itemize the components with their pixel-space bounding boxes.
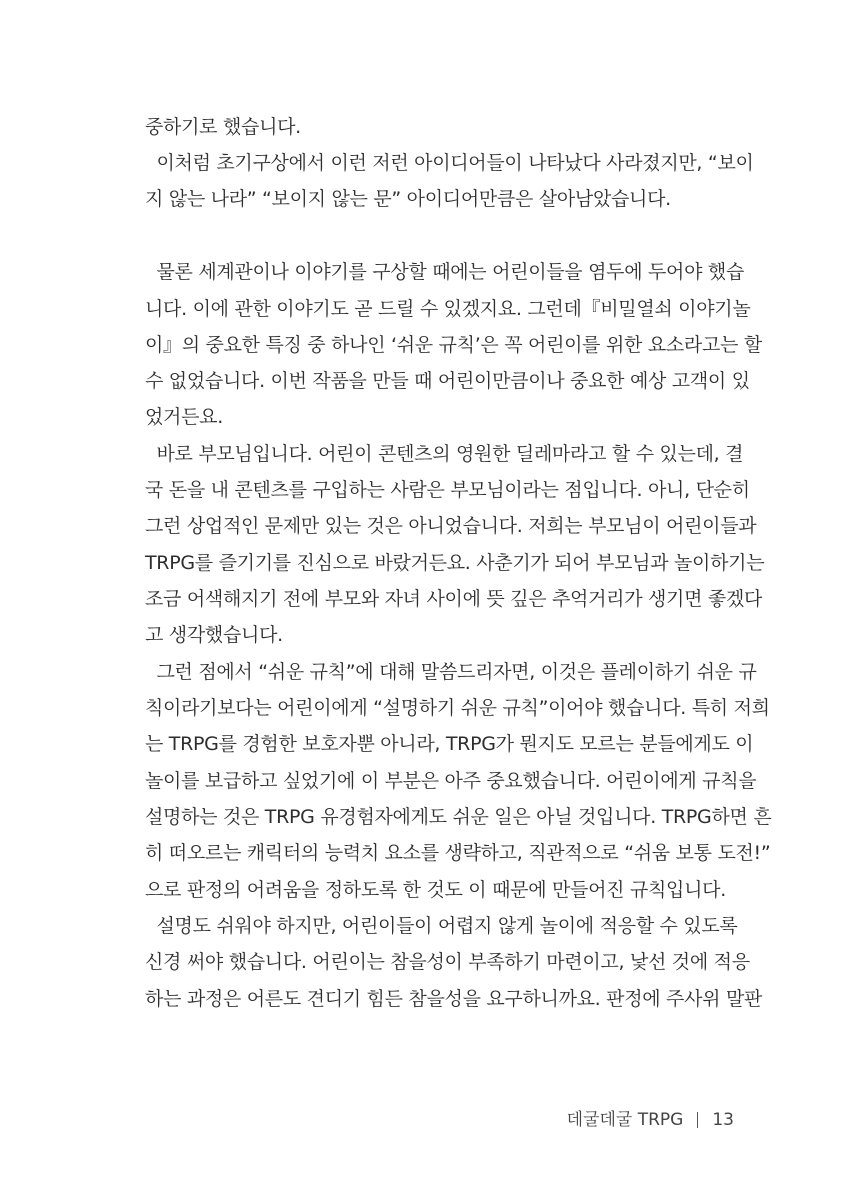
body-line: 신경 써야 했습니다. 어린이는 참을성이 부족하기 마련이고, 낯선 것에 적응 [145, 951, 750, 973]
body-line: 이』의 중요한 특징 중 하나인 ‘쉬운 규칙’은 꼭 어린이를 위한 요소라고는 할 [145, 334, 762, 356]
body-line: 이처럼 초기구상에서 이런 저런 아이디어들이 나타났다 사라졌지만, “보이 [145, 152, 754, 174]
body-line: 하는 과정은 어른도 견디기 힘든 참을성을 요구하니까요. 판정에 주사위 말판 [145, 988, 763, 1010]
body-line: 니다. 이에 관한 이야기도 곧 드릴 수 있겠지요. 그런데『비밀열쇠 이야기놀 [145, 298, 751, 320]
body-line: 국 돈을 내 콘텐츠를 구입하는 사람은 부모님이라는 점입니다. 아니, 단순히 [145, 479, 750, 501]
page-footer [567, 1108, 734, 1132]
body-line: 으로 판정의 어려움을 정하도록 한 것도 이 때문에 만들어진 규칙입니다. [145, 879, 726, 901]
body-line: 설명하는 것은 TRPG 유경험자에게도 쉬운 일은 아닐 것입니다. TRPG하면 흔 [145, 806, 772, 828]
page-number: 13 [712, 1110, 734, 1130]
body-line: 수 없었습니다. 이번 작품을 만들 때 어린이만큼이나 중요한 예상 고객이 있 [145, 370, 750, 392]
body-line: 그런 상업적인 문제만 있는 것은 아니었습니다. 저희는 부모님이 어린이들과 [145, 515, 757, 537]
body-line: 중하기로 했습니다. [145, 116, 301, 138]
body-line: 놀이를 보급하고 싶었기에 이 부분은 아주 중요했습니다. 어린이에게 규칙을 [145, 770, 757, 792]
body-line: 칙이라기보다는 어린이에게 “설명하기 쉬운 규칙”이어야 했습니다. 특히 저희 [145, 697, 770, 719]
body-line: 조금 어색해지기 전에 부모와 자녀 사이에 뜻 깊은 추억거리가 생기면 좋겠다 [145, 588, 763, 610]
body-line: TRPG를 즐기기를 진심으로 바랐거든요. 사춘기가 되어 부모님과 놀이하기는 [145, 552, 765, 574]
body-line: 는 TRPG를 경험한 보호자뿐 아니라, TRPG가 뭔지도 모르는 분들에게도 이 [145, 733, 754, 755]
body-line: 히 떠오르는 캐릭터의 능력치 요소를 생략하고, 직관적으로 “쉬움 보통 도전!” [145, 842, 771, 864]
body-line: 지 않는 나라” “보이지 않는 문” 아이디어만큼은 살아남았습니다. [145, 188, 671, 210]
body-line: 고 생각했습니다. [145, 624, 283, 646]
running-title: 데굴데굴 TRPG [566, 1110, 684, 1130]
body-line: 그런 점에서 “쉬운 규칙”에 대해 말씀드리자면, 이것은 플레이하기 쉬운 규 [145, 661, 757, 683]
body-line: 물론 세계관이나 이야기를 구상할 때에는 어린이들을 염두에 두어야 했습 [145, 261, 745, 283]
footer-divider [697, 1112, 698, 1128]
body-line: 바로 부모님입니다. 어린이 콘텐츠의 영원한 딜레마라고 할 수 있는데, 결 [145, 443, 744, 465]
body-line: 설명도 쉬워야 하지만, 어린이들이 어렵지 않게 놀이에 적응할 수 있도록 [145, 915, 738, 937]
body-line: 었거든요. [145, 406, 223, 428]
